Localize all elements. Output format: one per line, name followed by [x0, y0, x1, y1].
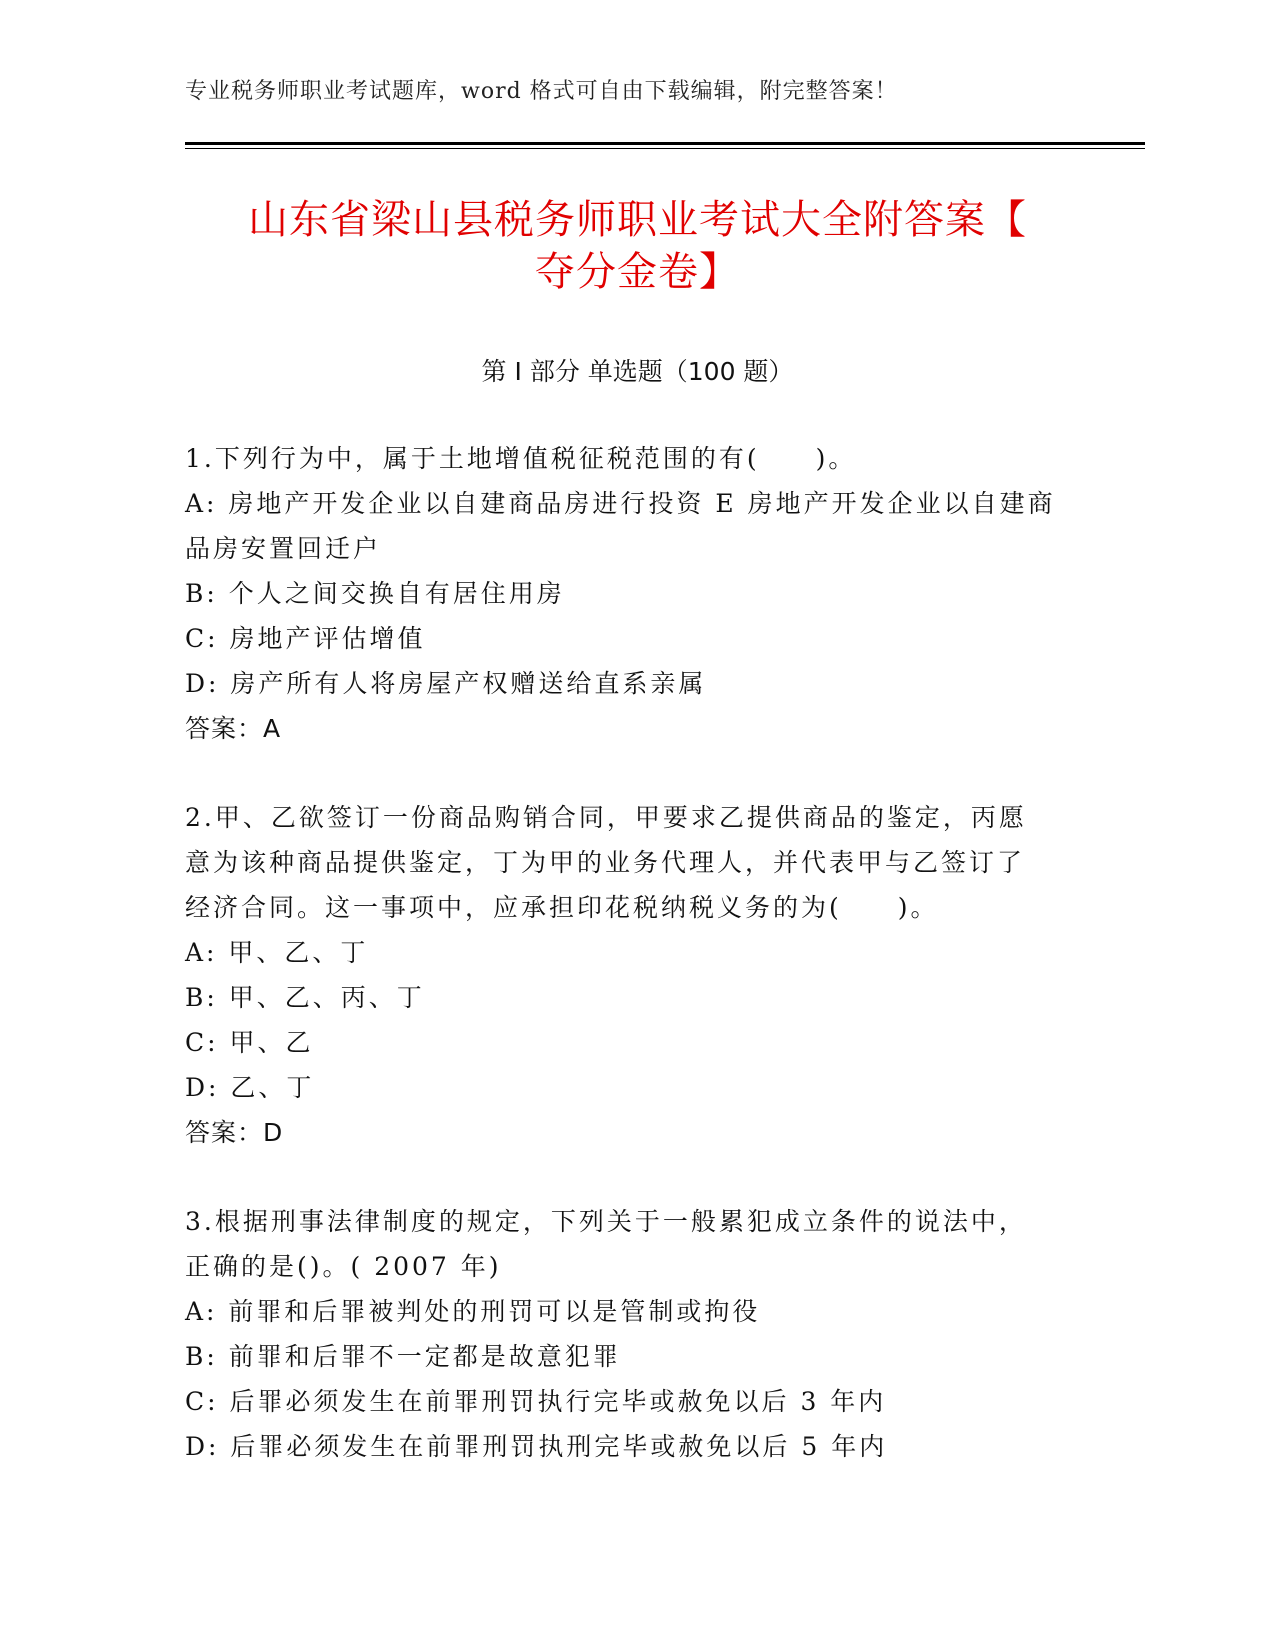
document-title	[185, 194, 1090, 298]
question-1-option-a-continued: 品房安置回迁户	[185, 534, 382, 563]
question-3-option-a: A: 前罪和后罪被判处的刑罚可以是管制或拘役	[185, 1297, 761, 1326]
question-3	[185, 1199, 1090, 1469]
question-3-stem-line-2: 正确的是()。( 2007 年)	[185, 1252, 502, 1281]
question-1-option-c: C: 房地产评估增值	[185, 624, 426, 653]
question-1	[185, 436, 1090, 751]
question-1-option-b: B: 个人之间交换自有居住用房	[185, 579, 565, 608]
question-1-answer: 答案：A	[185, 714, 282, 743]
document-title-line-1: 山东省梁山县税务师职业考试大全附答案【	[248, 197, 1027, 243]
question-list	[185, 436, 1090, 1513]
question-1-stem: 1.下列行为中，属于土地增值税征税范围的有( )。	[185, 444, 857, 473]
question-2	[185, 795, 1090, 1155]
question-1-option-d: D: 房产所有人将房屋产权赠送给直系亲属	[185, 669, 707, 698]
question-1-option-a: A: 房地产开发企业以自建商品房进行投资 E 房地产开发企业以自建商	[185, 489, 1056, 518]
question-2-option-a: A: 甲、乙、丁	[185, 938, 369, 967]
question-3-option-b: B: 前罪和后罪不一定都是故意犯罪	[185, 1342, 621, 1371]
question-2-option-d: D: 乙、丁	[185, 1073, 315, 1102]
question-3-option-d: D: 后罪必须发生在前罪刑罚执刑完毕或赦免以后 5 年内	[185, 1432, 888, 1461]
question-2-option-c: C: 甲、乙	[185, 1028, 314, 1057]
section-title: 第 I 部分 单选题（100 题）	[481, 357, 794, 386]
question-3-stem-line-1: 3.根据刑事法律制度的规定，下列关于一般累犯成立条件的说法中，	[185, 1207, 1027, 1236]
question-2-stem-line-3: 经济合同。这一事项中，应承担印花税纳税义务的为( )。	[185, 893, 939, 922]
document-title-line-2: 夺分金卷】	[535, 249, 740, 295]
question-2-option-b: B: 甲、乙、丙、丁	[185, 983, 425, 1012]
header-divider-thick	[185, 142, 1145, 145]
question-2-stem-line-2: 意为该种商品提供鉴定，丁为甲的业务代理人，并代表甲与乙签订了	[185, 848, 1026, 877]
header-note: 专业税务师职业考试题库，word 格式可自由下载编辑，附完整答案！	[185, 79, 898, 104]
header-divider-thin	[185, 148, 1145, 149]
question-2-answer: 答案：D	[185, 1118, 284, 1147]
question-2-stem-line-1: 2.甲、乙欲签订一份商品购销合同，甲要求乙提供商品的鉴定，丙愿	[185, 803, 1027, 832]
question-3-option-c: C: 后罪必须发生在前罪刑罚执行完毕或赦免以后 3 年内	[185, 1387, 887, 1416]
